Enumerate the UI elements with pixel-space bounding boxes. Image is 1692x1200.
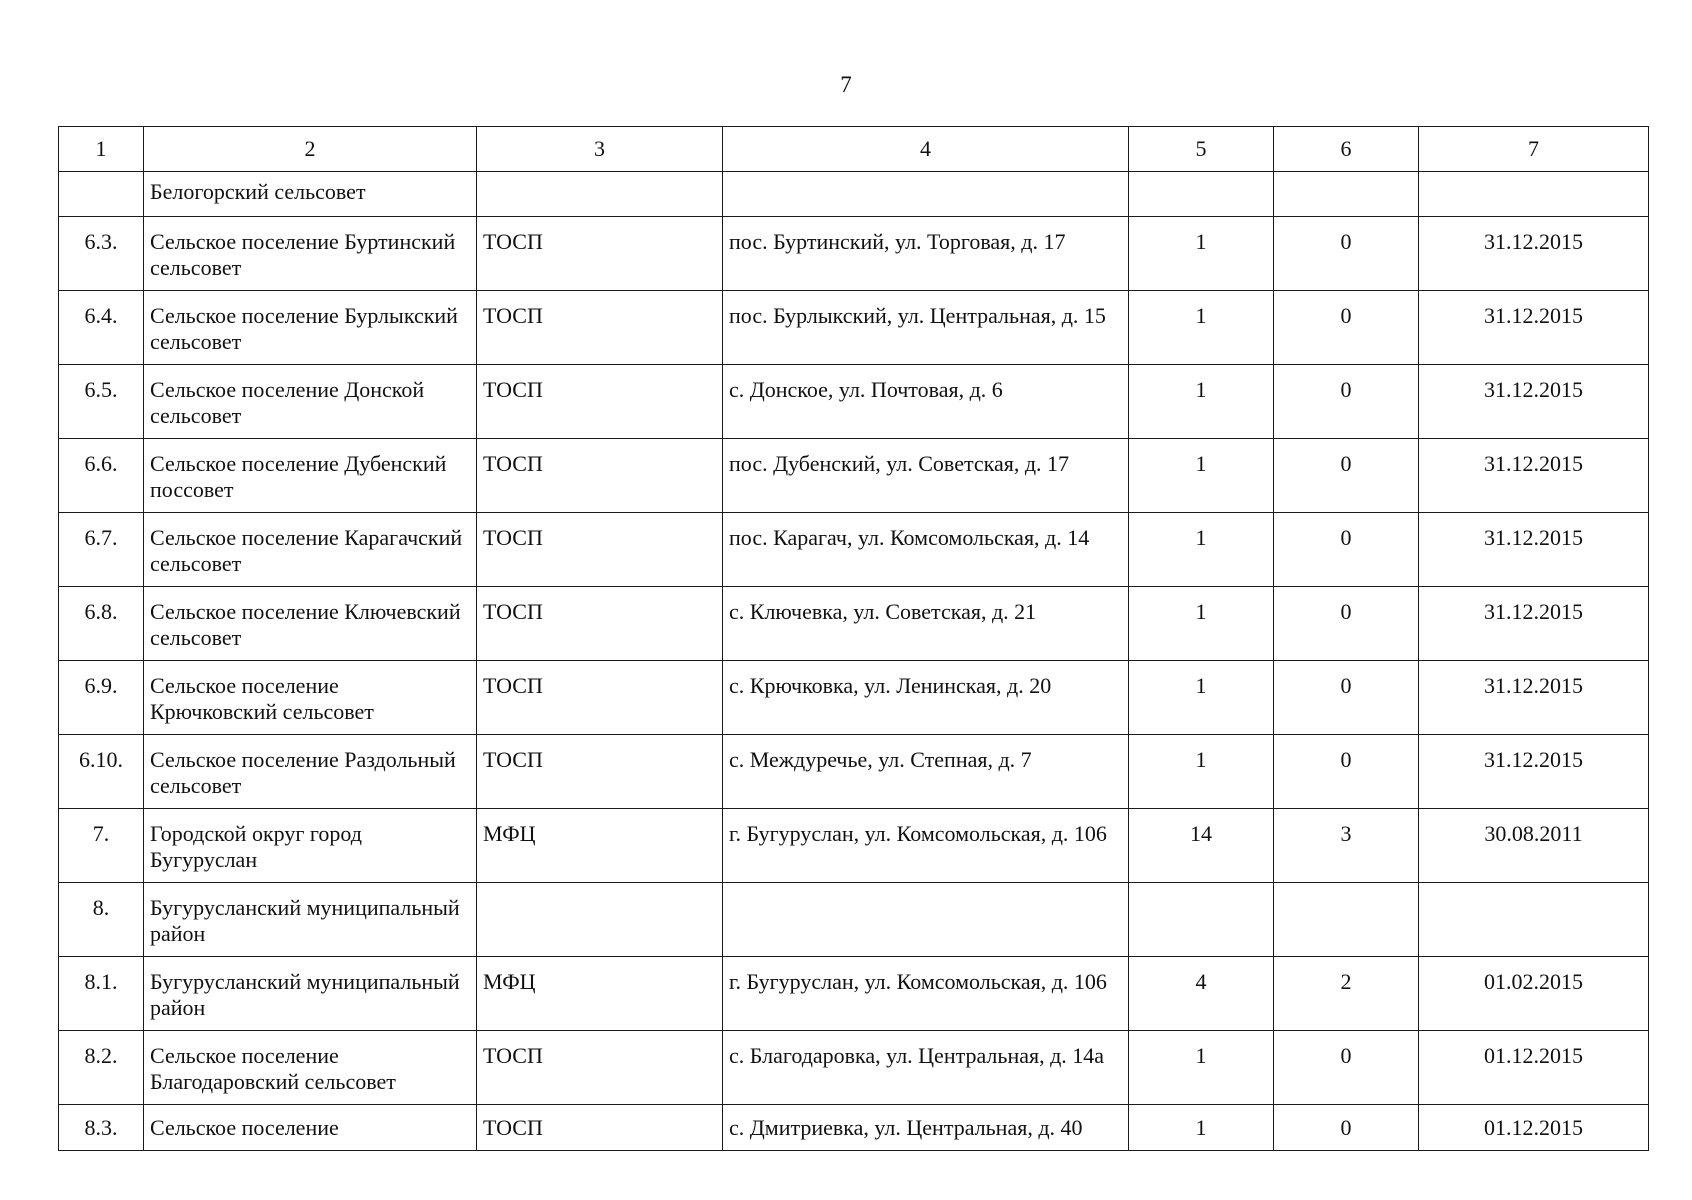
header-cell-6: 6 bbox=[1274, 127, 1419, 172]
opening-date: 31.12.2015 bbox=[1419, 661, 1649, 735]
header-cell-1: 1 bbox=[59, 127, 144, 172]
opening-date: 31.12.2015 bbox=[1419, 513, 1649, 587]
remote-count bbox=[1274, 883, 1419, 957]
municipality-name: Сельское поселение Раздольный сельсовет bbox=[144, 735, 477, 809]
table-row bbox=[59, 1031, 1649, 1105]
office-type: ТОСП bbox=[477, 291, 723, 365]
table-row bbox=[59, 809, 1649, 883]
opening-date: 31.12.2015 bbox=[1419, 217, 1649, 291]
office-type: ТОСП bbox=[477, 587, 723, 661]
table-row bbox=[59, 883, 1649, 957]
row-number: 8.2. bbox=[59, 1031, 144, 1105]
office-address: с. Дмитриевка, ул. Центральная, д. 40 bbox=[723, 1105, 1129, 1151]
row-number: 6.3. bbox=[59, 217, 144, 291]
windows-count: 14 bbox=[1129, 809, 1274, 883]
table-row bbox=[59, 661, 1649, 735]
remote-count: 3 bbox=[1274, 809, 1419, 883]
row-number: 6.8. bbox=[59, 587, 144, 661]
office-address: с. Междуречье, ул. Степная, д. 7 bbox=[723, 735, 1129, 809]
row-number: 6.4. bbox=[59, 291, 144, 365]
header-cell-3: 3 bbox=[477, 127, 723, 172]
windows-count: 1 bbox=[1129, 1031, 1274, 1105]
municipality-name: Бугурусланский муниципальный район bbox=[144, 957, 477, 1031]
office-address: г. Бугуруслан, ул. Комсомольская, д. 106 bbox=[723, 957, 1129, 1031]
office-type: ТОСП bbox=[477, 1105, 723, 1151]
table-row bbox=[59, 365, 1649, 439]
table-row bbox=[59, 587, 1649, 661]
remote-count: 0 bbox=[1274, 291, 1419, 365]
windows-count: 1 bbox=[1129, 513, 1274, 587]
office-address: с. Ключевка, ул. Советская, д. 21 bbox=[723, 587, 1129, 661]
windows-count: 1 bbox=[1129, 735, 1274, 809]
row-number: 8. bbox=[59, 883, 144, 957]
remote-count: 0 bbox=[1274, 661, 1419, 735]
header-cell-4: 4 bbox=[723, 127, 1129, 172]
windows-count: 4 bbox=[1129, 957, 1274, 1031]
header-cell-2: 2 bbox=[144, 127, 477, 172]
table-row bbox=[59, 439, 1649, 513]
table-row bbox=[59, 735, 1649, 809]
office-address: г. Бугуруслан, ул. Комсомольская, д. 106 bbox=[723, 809, 1129, 883]
table-row bbox=[59, 1105, 1649, 1151]
municipality-name: Сельское поселение Карагачский сельсовет bbox=[144, 513, 477, 587]
windows-count: 1 bbox=[1129, 587, 1274, 661]
office-address: пос. Буртинский, ул. Торговая, д. 17 bbox=[723, 217, 1129, 291]
row-number: 7. bbox=[59, 809, 144, 883]
header-row bbox=[59, 127, 1649, 172]
office-address: с. Благодаровка, ул. Центральная, д. 14а bbox=[723, 1031, 1129, 1105]
table-row bbox=[59, 217, 1649, 291]
office-address: пос. Дубенский, ул. Советская, д. 17 bbox=[723, 439, 1129, 513]
table-row bbox=[59, 291, 1649, 365]
office-address bbox=[723, 172, 1129, 217]
municipality-name: Сельское поселение bbox=[144, 1105, 477, 1151]
municipality-name: Сельское поселение Крючковский сельсовет bbox=[144, 661, 477, 735]
remote-count: 2 bbox=[1274, 957, 1419, 1031]
remote-count: 0 bbox=[1274, 513, 1419, 587]
remote-count: 0 bbox=[1274, 217, 1419, 291]
table-row bbox=[59, 513, 1649, 587]
office-type: ТОСП bbox=[477, 1031, 723, 1105]
registry-table bbox=[58, 126, 1649, 1151]
office-type: ТОСП bbox=[477, 661, 723, 735]
windows-count: 1 bbox=[1129, 439, 1274, 513]
municipality-name: Сельское поселение Бурлыкский сельсовет bbox=[144, 291, 477, 365]
office-address: пос. Карагач, ул. Комсомольская, д. 14 bbox=[723, 513, 1129, 587]
row-number: 8.1. bbox=[59, 957, 144, 1031]
windows-count: 1 bbox=[1129, 661, 1274, 735]
office-address: пос. Бурлыкский, ул. Центральная, д. 15 bbox=[723, 291, 1129, 365]
windows-count bbox=[1129, 883, 1274, 957]
opening-date: 31.12.2015 bbox=[1419, 365, 1649, 439]
header-cell-7: 7 bbox=[1419, 127, 1649, 172]
office-type: ТОСП bbox=[477, 365, 723, 439]
table-row bbox=[59, 957, 1649, 1031]
windows-count: 1 bbox=[1129, 217, 1274, 291]
remote-count: 0 bbox=[1274, 439, 1419, 513]
opening-date: 31.12.2015 bbox=[1419, 291, 1649, 365]
remote-count: 0 bbox=[1274, 1031, 1419, 1105]
row-number: 6.9. bbox=[59, 661, 144, 735]
office-type bbox=[477, 172, 723, 217]
header-cell-5: 5 bbox=[1129, 127, 1274, 172]
windows-count: 1 bbox=[1129, 291, 1274, 365]
office-type: МФЦ bbox=[477, 957, 723, 1031]
municipality-name: Сельское поселение Донской сельсовет bbox=[144, 365, 477, 439]
row-number: 6.7. bbox=[59, 513, 144, 587]
office-type bbox=[477, 883, 723, 957]
windows-count bbox=[1129, 172, 1274, 217]
row-number: 6.6. bbox=[59, 439, 144, 513]
opening-date bbox=[1419, 172, 1649, 217]
opening-date: 31.12.2015 bbox=[1419, 587, 1649, 661]
remote-count: 0 bbox=[1274, 587, 1419, 661]
row-number: 8.3. bbox=[59, 1105, 144, 1151]
opening-date: 01.12.2015 bbox=[1419, 1105, 1649, 1151]
opening-date: 01.02.2015 bbox=[1419, 957, 1649, 1031]
office-address bbox=[723, 883, 1129, 957]
office-type: ТОСП bbox=[477, 513, 723, 587]
row-number: 6.10. bbox=[59, 735, 144, 809]
office-address: с. Крючковка, ул. Ленинская, д. 20 bbox=[723, 661, 1129, 735]
office-type: ТОСП bbox=[477, 217, 723, 291]
office-type: ТОСП bbox=[477, 439, 723, 513]
remote-count: 0 bbox=[1274, 735, 1419, 809]
municipality-name: Сельское поселение Дубенский поссовет bbox=[144, 439, 477, 513]
municipality-name: Сельское поселение Благодаровский сельсовет bbox=[144, 1031, 477, 1105]
office-type: ТОСП bbox=[477, 735, 723, 809]
municipality-name: Сельское поселение Ключевский сельсовет bbox=[144, 587, 477, 661]
row-number: 6.5. bbox=[59, 365, 144, 439]
page-number: 7 bbox=[840, 72, 852, 97]
municipality-name: Сельское поселение Буртинский сельсовет bbox=[144, 217, 477, 291]
remote-count: 0 bbox=[1274, 1105, 1419, 1151]
office-type: МФЦ bbox=[477, 809, 723, 883]
opening-date: 31.12.2015 bbox=[1419, 735, 1649, 809]
table-row bbox=[59, 172, 1649, 217]
windows-count: 1 bbox=[1129, 1105, 1274, 1151]
municipality-name: Бугурусланский муниципальный район bbox=[144, 883, 477, 957]
municipality-name: Белогорский сельсовет bbox=[144, 172, 477, 217]
row-number bbox=[59, 172, 144, 217]
remote-count bbox=[1274, 172, 1419, 217]
opening-date bbox=[1419, 883, 1649, 957]
opening-date: 31.12.2015 bbox=[1419, 439, 1649, 513]
office-address: с. Донское, ул. Почтовая, д. 6 bbox=[723, 365, 1129, 439]
opening-date: 30.08.2011 bbox=[1419, 809, 1649, 883]
windows-count: 1 bbox=[1129, 365, 1274, 439]
opening-date: 01.12.2015 bbox=[1419, 1031, 1649, 1105]
remote-count: 0 bbox=[1274, 365, 1419, 439]
municipality-name: Городской округ город Бугуруслан bbox=[144, 809, 477, 883]
